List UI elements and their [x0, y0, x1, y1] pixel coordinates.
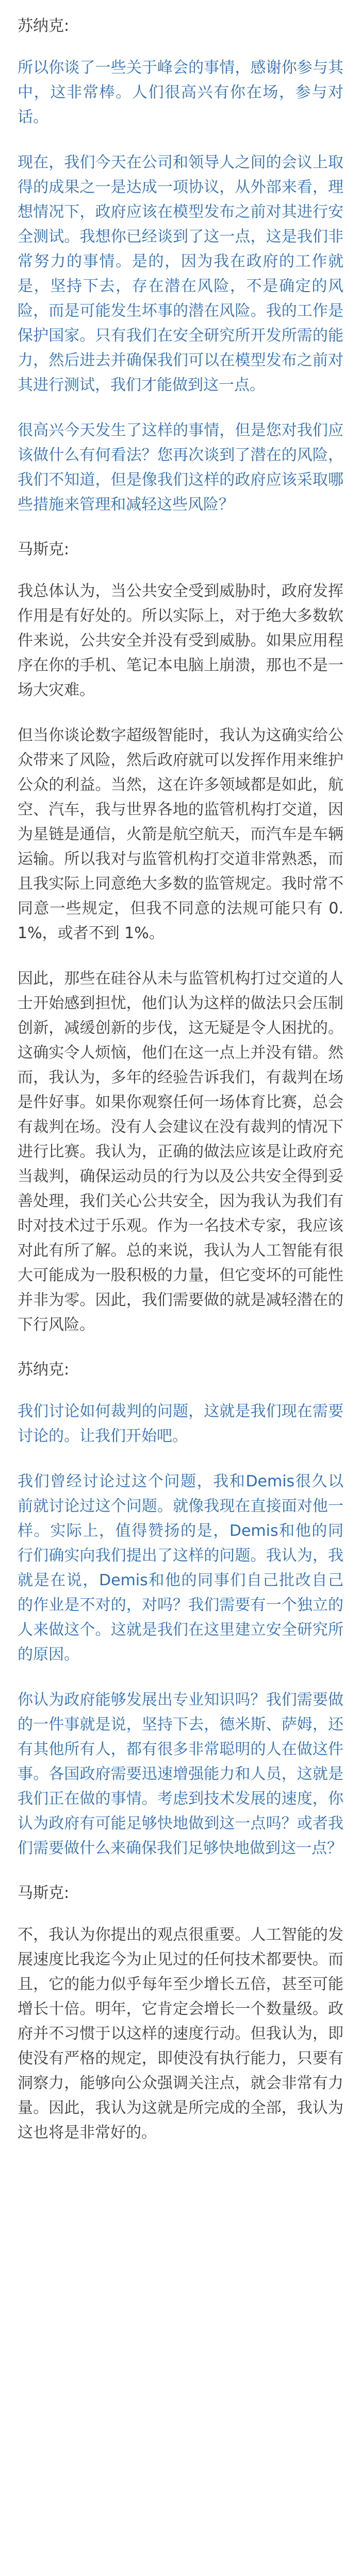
question-paragraph: 所以你谈了一些关于峰会的事情，感谢你参与其中，这非常棒。人们很高兴有你在场，参与对话。 [18, 59, 343, 126]
speaker-label: 马斯克: [18, 540, 70, 558]
question-paragraph: 我们曾经讨论过这个问题，我和Demis很久以前就讨论过这个问题。就像我现在直接面对他一样。实际上，值得赞扬的是，Demis和他的同行们确实向我们提出了这样的问题。我认为，我就是在说，Demis和他的同事们自己批改自己的作业是不对的，对吗？我们需要有一个独立的人来做这个。这就是我们在这里建立安全研究所的原因。 [18, 1472, 343, 1664]
section-1 [18, 14, 343, 517]
speaker-label: 苏纳克: [18, 17, 70, 35]
question-paragraph: 很高兴今天发生了这样的事情，但是您对我们应该做什么有何看法？您再次谈到了潜在的风险，我们不知道，但是像我们这样的政府应该采取哪些措施来管理和减轻这些风险？ [18, 421, 343, 514]
question-paragraph: 你认为政府能够发展出专业知识吗？我们需要做的一件事就是说，坚持下去，德米斯、萨姆，还有其他所有人，都有很多非常聪明的人在做这件事。各国政府需要迅速增强能力和人员，这就是我们正在做的事情。考虑到技术发展的速度，你认为政府有可能足够快地做到这一点吗？或者我们需要做什么来确保我们足够快地做到这一点？ [18, 1691, 343, 1857]
section-3 [18, 1358, 343, 1861]
speaker-label: 马斯克: [18, 1884, 70, 1902]
section-2 [18, 538, 343, 1337]
answer-paragraph: 我总体认为，当公共安全受到威胁时，政府发挥作用是有好处的。所以实际上，对于绝大多数软件来说，公共安全并没有受到威胁。如果应用程序在你的手机、笔记本电脑上崩溃，那也不是一场大灾难。 [18, 582, 343, 699]
speaker-label: 苏纳克: [18, 1361, 70, 1379]
answer-paragraph: 因此，那些在硅谷从未与监管机构打过交道的人士开始感到担忧，他们认为这样的做法只会压制创新，减缓创新的步伐，这无疑是令人困扰的。这确实令人烦恼，他们在这一点上并没有错。然而，我认为，多年的经验告诉我们，有裁判在场是件好事。如果你观察任何一场体育比赛，总会有裁判在场。没有人会建议在没有裁判的情况下进行比赛。我认为，正确的做法应该是让政府充当裁判，确保运动员的行为以及公共安全得到妥善处理，我们关心公共安全，因为我认为我们有时对技术过于乐观。作为一名技术专家，我应该对此有所了解。总的来说，我认为人工智能有很大可能成为一股积极的力量，但它变坏的可能性并非为零。因此，我们需要做的就是减轻潜在的下行风险。 [18, 970, 343, 1334]
question-paragraph: 现在，我们今天在公司和领导人之间的会议上取得的成果之一是达成一项协议，从外部来看，理想情况下，政府应该在模型发布之前对其进行安全测试。我想你已经谈到了这一点，这是我们非常努力的事情。是的，因为我在政府的工作就是，坚持下去，存在潜在风险，不是确定的风险，而是可能发生坏事的潜在风险。我的工作是保护国家。只有我们在安全研究所开发所需的能力，然后进去并确保我们可以在模型发布之前对其进行测试，我们才能做到这一点。 [18, 154, 343, 394]
section-4 [18, 1882, 343, 2145]
answer-paragraph: 不，我认为你提出的观点很重要。人工智能的发展速度比我迄今为止见过的任何技术都要快。而且，它的能力似乎每年至少增长五倍，甚至可能增长十倍。明年，它肯定会增长一个数量级。政府并不习惯于以这样的速度行动。但我认为，即使没有严格的规定，即使没有执行能力，只要有洞察力，能够向公众强调关注点，就会非常有力量。因此，我认为这就是所完成的全部，我认为这也将是非常好的。 [18, 1926, 343, 2142]
question-paragraph: 我们讨论如何裁判的问题，这就是我们现在需要讨论的。让我们开始吧。 [18, 1402, 343, 1445]
answer-paragraph: 但当你谈论数字超级智能时，我认为这确实给公众带来了风险，然后政府就可以发挥作用来维护公众的利益。当然，这在许多领域都是如此，航空、汽车，我与世界各地的监管机构打交道，因为星链是通信，火箭是航空航天，而汽车是车辆运输。所以我对与监管机构打交道非常熟悉，而且我实际上同意绝大多数的监管规定。我时常不同意一些规定，但我不同意的法规可能只有 0.1%，或者不到 1%。 [18, 726, 343, 942]
